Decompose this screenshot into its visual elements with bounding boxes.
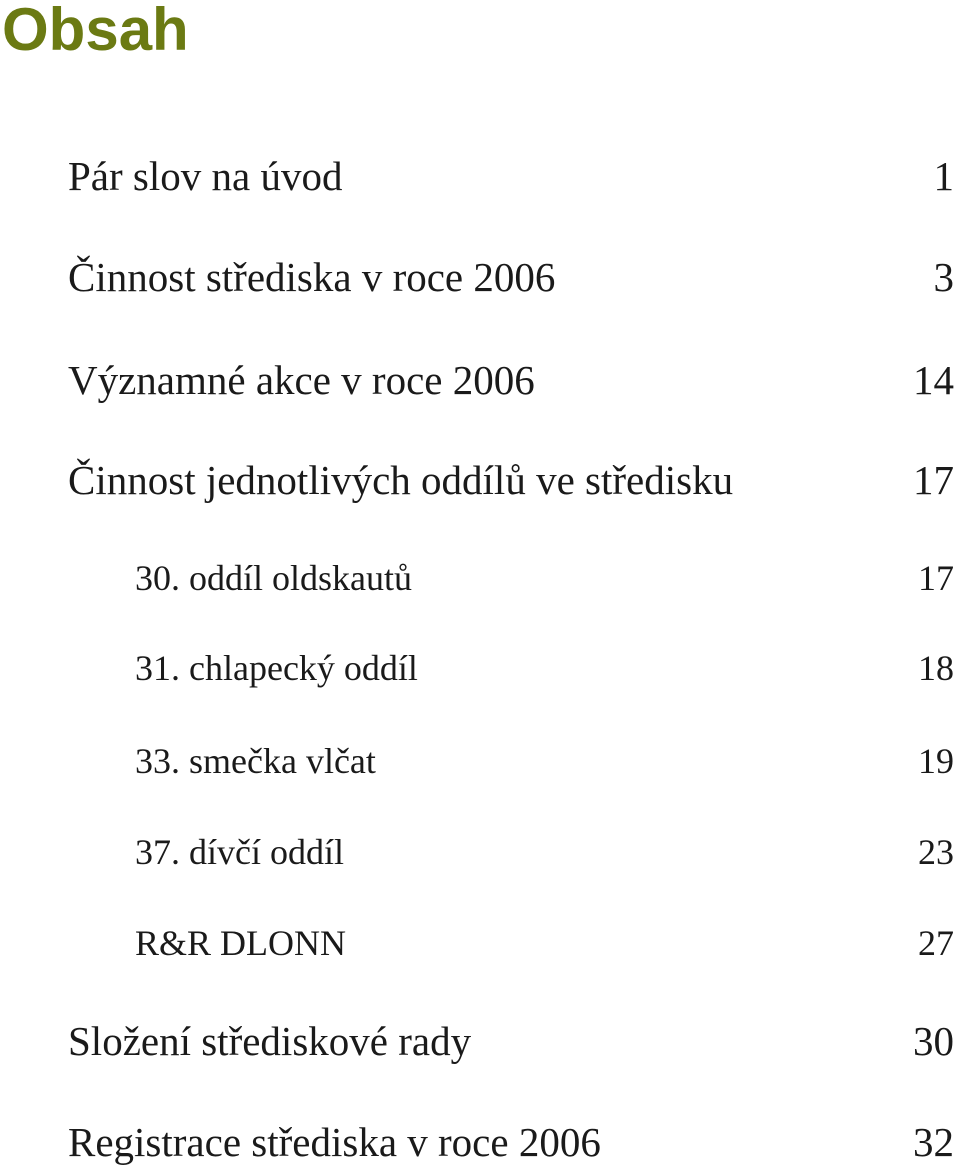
toc-entry-label: 37. dívčí oddíl <box>135 832 344 872</box>
toc-entry-page: 18 <box>918 648 954 688</box>
toc-entry-page: 27 <box>918 923 954 963</box>
toc-entry-page: 32 <box>913 1119 954 1165</box>
toc-entry-label: Složení střediskové rady <box>68 1018 472 1064</box>
toc-entry-page: 30 <box>913 1018 954 1064</box>
page-title: Obsah <box>2 0 189 63</box>
toc-entry-label: Činnost jednotlivých oddílů ve středisku <box>68 457 734 503</box>
toc-subentry[interactable] <box>0 553 960 603</box>
toc-entry-label: Registrace střediska v roce 2006 <box>68 1119 601 1165</box>
toc-entry-page: 23 <box>918 832 954 872</box>
toc-entry-label: 33. smečka vlčat <box>135 741 376 781</box>
toc-entry[interactable] <box>0 350 960 410</box>
toc-entry-label: Pár slov na úvod <box>68 153 343 199</box>
toc-entry[interactable] <box>0 1011 960 1071</box>
toc-entry-label: 30. oddíl oldskautů <box>135 558 412 598</box>
toc-entry-page: 1 <box>933 153 954 199</box>
toc-entry-page: 3 <box>933 254 954 300</box>
toc-entry[interactable] <box>0 450 960 510</box>
toc-entry-label: 31. chlapecký oddíl <box>135 648 418 688</box>
toc-entry[interactable] <box>0 146 960 206</box>
toc-entry-label: Činnost střediska v roce 2006 <box>68 254 556 300</box>
toc-subentry[interactable] <box>0 643 960 693</box>
toc-entry[interactable] <box>0 247 960 307</box>
toc-entry-page: 14 <box>913 357 954 403</box>
toc-entry-label: R&R DLONN <box>135 923 347 963</box>
toc-subentry[interactable] <box>0 827 960 877</box>
toc-subentry[interactable] <box>0 736 960 786</box>
toc-entry-page: 19 <box>918 741 954 781</box>
toc-subentry[interactable] <box>0 918 960 968</box>
toc-entry-label: Významné akce v roce 2006 <box>68 357 535 403</box>
toc-entry[interactable] <box>0 1112 960 1172</box>
toc-entry-page: 17 <box>918 558 954 598</box>
toc-entry-page: 17 <box>913 457 954 503</box>
